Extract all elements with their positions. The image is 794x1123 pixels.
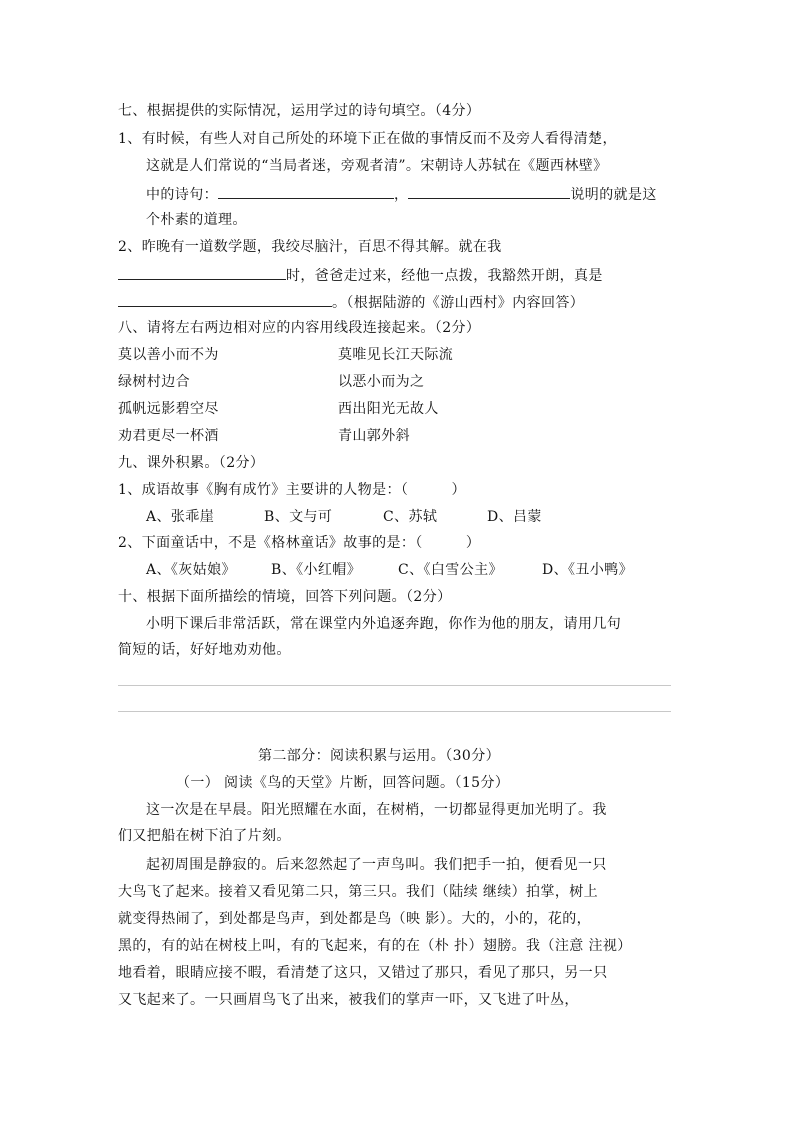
section-7-q2-line3 bbox=[118, 291, 584, 313]
section-7-q1-line1: 1、有时候，有些人对自己所处的环境下正在做的事情反而不及旁人看得清楚， bbox=[118, 131, 617, 147]
section-7-q2-note: 。（根据陆游的《游山西村》内容回答） bbox=[332, 295, 585, 311]
answer-blank-1[interactable] bbox=[218, 183, 394, 199]
section-9-q1: 1、成语故事《胸有成竹》主要讲的人物是：（ ） bbox=[118, 482, 466, 498]
answer-blank-4[interactable] bbox=[118, 291, 332, 307]
section-7-q2-line2 bbox=[118, 264, 603, 286]
match-left-2[interactable]: 绿树村边合 bbox=[118, 374, 190, 390]
answer-blank-3[interactable] bbox=[118, 264, 286, 280]
q2-option-b[interactable]: B、《小红帽》 bbox=[271, 562, 362, 578]
section-9-q2: 2、下面童话中，不是《格林童话》故事的是：（ ） bbox=[118, 535, 481, 551]
answer-line-1[interactable] bbox=[118, 685, 671, 686]
passage-p2-line2: 大鸟飞了起来。接着又看见第二只，第三只。我们（陆续 继续）拍掌，树上 bbox=[118, 884, 599, 900]
passage-p2-line4: 黑的，有的站在树枝上叫，有的飞起来，有的在（朴 扑）翅膀。我（注意 注视） bbox=[118, 938, 632, 954]
section-10-line1: 小明下课后非常活跃，常在课堂内外追逐奔跑，你作为他的朋友，请用几句 bbox=[146, 616, 622, 632]
passage-p1-line1: 这一次是在早晨。阳光照耀在水面，在树梢，一切都显得更加光明了。我 bbox=[146, 802, 607, 818]
match-right-2[interactable]: 以恶小而为之 bbox=[338, 374, 425, 390]
section-9-title: 九、课外积累。（2分） bbox=[118, 455, 265, 471]
match-left-3[interactable]: 孤帆远影碧空尽 bbox=[118, 401, 219, 417]
passage-p2-line3: 就变得热闹了，到处都是鸟声，到处都是鸟（映 影）。大的，小的，花的， bbox=[118, 911, 592, 927]
section-8-title: 八、请将左右两边相对应的内容用线段连接起来。（2分） bbox=[118, 320, 481, 336]
match-left-4[interactable]: 劝君更尽一杯酒 bbox=[118, 428, 219, 444]
part-2-title: 第二部分：阅读积累与运用。（30分） bbox=[258, 748, 501, 764]
q1-option-b[interactable]: B、文与可 bbox=[264, 509, 333, 525]
part-2-subtitle: （一） 阅读《鸟的天堂》片断，回答问题。（15分） bbox=[176, 775, 510, 791]
section-7-q2-text: 时，爸爸走过来，经他一点拨，我豁然开朗，真是 bbox=[286, 268, 603, 284]
match-right-3[interactable]: 西出阳光无故人 bbox=[338, 401, 439, 417]
section-7-q1-prefix: 中的诗句： bbox=[146, 187, 218, 203]
q1-option-d[interactable]: D、吕蒙 bbox=[487, 509, 542, 525]
passage-p1-line2: 们又把船在树下泊了片刻。 bbox=[118, 828, 291, 844]
q1-option-c[interactable]: C、苏轼 bbox=[383, 509, 438, 525]
section-7-q1-line3 bbox=[146, 183, 657, 205]
section-10-line2: 简短的话，好好地劝劝他。 bbox=[118, 642, 291, 658]
section-7-q1-suffix: 说明的就是这 bbox=[570, 187, 657, 203]
q2-option-a[interactable]: A、《灰姑娘》 bbox=[146, 562, 236, 578]
match-right-4[interactable]: 青山郭外斜 bbox=[338, 428, 410, 444]
passage-p2-line6: 又飞起来了。一只画眉鸟飞了出来，被我们的掌声一吓，又飞进了叶丛， bbox=[118, 992, 579, 1008]
q1-option-a[interactable]: A、张乖崖 bbox=[146, 509, 215, 525]
q2-option-d[interactable]: D、《丑小鸭》 bbox=[542, 562, 634, 578]
section-7-q1-line4: 个朴素的道理。 bbox=[146, 212, 247, 228]
passage-p2-line5: 地看着，眼睛应接不暇，看清楚了这只，又错过了那只，看见了那只，另一只 bbox=[118, 965, 608, 981]
answer-line-2[interactable] bbox=[118, 711, 671, 712]
match-left-1[interactable]: 莫以善小而不为 bbox=[118, 347, 219, 363]
q2-option-c[interactable]: C、《白雪公主》 bbox=[398, 562, 503, 578]
section-7-q2-line1: 2、昨晚有一道数学题，我绞尽脑汁，百思不得其解。就在我 bbox=[118, 239, 502, 255]
section-7-title: 七、根据提供的实际情况，运用学过的诗句填空。（4分） bbox=[118, 103, 481, 119]
section-10-title: 十、根据下面所描绘的情境，回答下列问题。（2分） bbox=[118, 589, 452, 605]
match-right-1[interactable]: 莫唯见长江天际流 bbox=[338, 347, 454, 363]
section-7-q1-comma: ， bbox=[394, 187, 409, 203]
section-7-q1-line2: 这就是人们常说的“当局者迷，旁观者清”。宋朝诗人苏轼在《题西林壁》 bbox=[146, 158, 608, 174]
answer-blank-2[interactable] bbox=[408, 183, 570, 199]
passage-p2-line1: 起初周围是静寂的。后来忽然起了一声鸟叫。我们把手一拍，便看见一只 bbox=[146, 857, 607, 873]
